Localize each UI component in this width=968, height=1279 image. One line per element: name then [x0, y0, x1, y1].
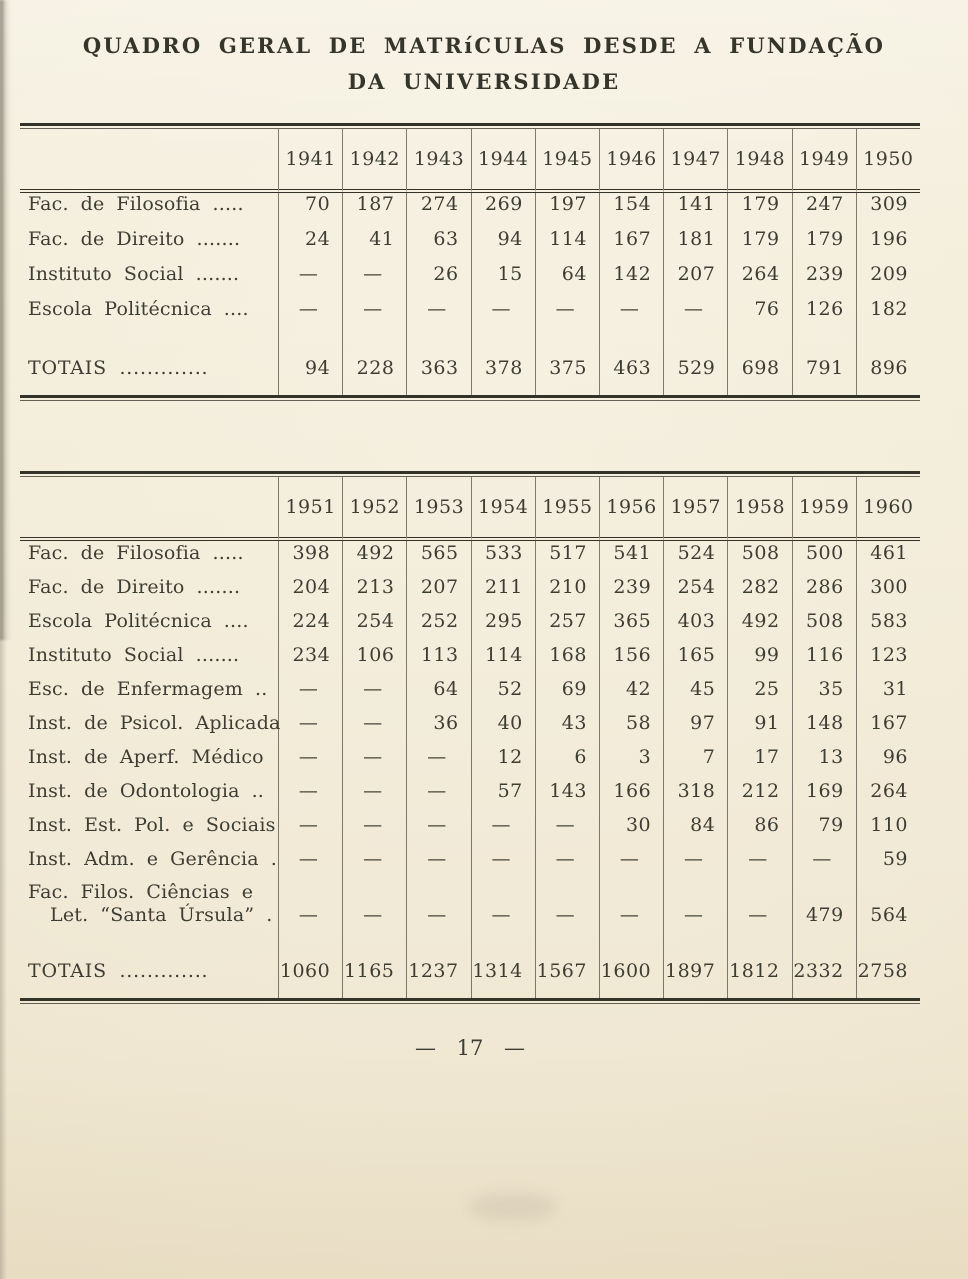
empty-cell: —	[406, 779, 470, 813]
value-cell: 94	[278, 333, 342, 395]
value-cell: 378	[471, 333, 535, 395]
value-cell: 239	[792, 263, 856, 298]
table-bottom-rule	[20, 998, 920, 1004]
value-cell: 565	[406, 541, 470, 575]
value-cell: 64	[535, 263, 599, 298]
value-cell: 500	[792, 541, 856, 575]
value-cell: 300	[856, 575, 920, 609]
value-cell: 167	[599, 228, 663, 263]
value-cell: 166	[599, 779, 663, 813]
value-cell: 533	[471, 541, 535, 575]
value-cell: 25	[727, 677, 791, 711]
value-cell: 99	[727, 643, 791, 677]
empty-cell: —	[663, 847, 727, 881]
value-cell: 282	[727, 575, 791, 609]
table-row	[20, 813, 920, 847]
corner-cell	[20, 477, 278, 541]
value-cell: 583	[856, 609, 920, 643]
value-cell: 274	[406, 193, 470, 228]
matriculas-table-decade-1	[20, 129, 920, 395]
table-row	[20, 711, 920, 745]
empty-cell: —	[278, 263, 342, 298]
value-cell: 187	[342, 193, 406, 228]
empty-cell: —	[727, 847, 791, 881]
empty-cell: —	[599, 298, 663, 333]
value-cell: 156	[599, 643, 663, 677]
value-cell: 26	[406, 263, 470, 298]
value-cell: 70	[278, 193, 342, 228]
row-label: Inst. Adm. e Gerência .	[28, 848, 277, 870]
value-cell: 52	[471, 677, 535, 711]
value-cell: 141	[663, 193, 727, 228]
empty-cell: —	[535, 298, 599, 333]
value-cell: 79	[792, 813, 856, 847]
value-cell: 492	[342, 541, 406, 575]
table-body	[20, 193, 920, 395]
year-header: 1960	[856, 477, 920, 541]
empty-cell: —	[342, 779, 406, 813]
value-cell: 58	[599, 711, 663, 745]
value-cell: 239	[599, 575, 663, 609]
value-cell: 213	[342, 575, 406, 609]
value-cell: 182	[856, 298, 920, 333]
value-cell: 365	[599, 609, 663, 643]
empty-cell: —	[278, 881, 342, 936]
page-number: — 17 —	[414, 1036, 526, 1060]
table-row	[20, 677, 920, 711]
empty-cell: —	[663, 298, 727, 333]
totals-row	[20, 936, 920, 998]
value-cell: 1314	[471, 936, 535, 998]
value-cell: 154	[599, 193, 663, 228]
value-cell: 3	[599, 745, 663, 779]
value-cell: 76	[727, 298, 791, 333]
value-cell: 69	[535, 677, 599, 711]
value-cell: 31	[856, 677, 920, 711]
empty-cell: —	[342, 745, 406, 779]
value-cell: 64	[406, 677, 470, 711]
value-cell: 209	[856, 263, 920, 298]
value-cell: 126	[792, 298, 856, 333]
value-cell: 791	[792, 333, 856, 395]
empty-cell: —	[599, 881, 663, 936]
value-cell: 165	[663, 643, 727, 677]
row-label: Escola Politécnica ....	[28, 610, 249, 632]
value-cell: 13	[792, 745, 856, 779]
value-cell: 1897	[663, 936, 727, 998]
value-cell: 228	[342, 333, 406, 395]
value-cell: 264	[727, 263, 791, 298]
row-label: TOTAIS .............	[28, 357, 209, 379]
value-cell: 508	[727, 541, 791, 575]
matriculas-table-decade-2	[20, 477, 920, 998]
value-cell: 1165	[342, 936, 406, 998]
value-cell: 30	[599, 813, 663, 847]
value-cell: 91	[727, 711, 791, 745]
table-row	[20, 881, 920, 936]
table-row	[20, 263, 920, 298]
empty-cell: —	[471, 813, 535, 847]
value-cell: 295	[471, 609, 535, 643]
row-label: Fac. de Direito .......	[28, 576, 241, 598]
value-cell: 97	[663, 711, 727, 745]
value-cell: 6	[535, 745, 599, 779]
empty-cell: —	[278, 298, 342, 333]
year-header: 1943	[406, 129, 470, 193]
year-header: 1950	[856, 129, 920, 193]
year-header-row	[20, 477, 920, 541]
empty-cell: —	[471, 847, 535, 881]
enrollment-table-1941-1950	[20, 123, 920, 401]
value-cell: 168	[535, 643, 599, 677]
value-cell: 508	[792, 609, 856, 643]
value-cell: 564	[856, 881, 920, 936]
value-cell: 179	[792, 228, 856, 263]
value-cell: 143	[535, 779, 599, 813]
year-header: 1941	[278, 129, 342, 193]
value-cell: 40	[471, 711, 535, 745]
value-cell: 207	[663, 263, 727, 298]
value-cell: 318	[663, 779, 727, 813]
value-cell: 461	[856, 541, 920, 575]
value-cell: 35	[792, 677, 856, 711]
title-line-1: QUADRO GERAL DE MATRíCULAS DESDE A FUNDAÇÃO	[82, 33, 886, 58]
value-cell: 86	[727, 813, 791, 847]
empty-cell: —	[342, 847, 406, 881]
value-cell: 96	[856, 745, 920, 779]
value-cell: 896	[856, 333, 920, 395]
row-label: Inst. de Psicol. Aplicada	[28, 712, 281, 734]
value-cell: 114	[535, 228, 599, 263]
table-row	[20, 847, 920, 881]
empty-cell: —	[406, 881, 470, 936]
value-cell: 269	[471, 193, 535, 228]
empty-cell: —	[663, 881, 727, 936]
value-cell: 1600	[599, 936, 663, 998]
row-label: Inst. de Aperf. Médico	[28, 746, 264, 768]
value-cell: 43	[535, 711, 599, 745]
value-cell: 106	[342, 643, 406, 677]
row-label: Inst. Est. Pol. e Sociais	[28, 814, 276, 836]
value-cell: 529	[663, 333, 727, 395]
year-header: 1953	[406, 477, 470, 541]
value-cell: 148	[792, 711, 856, 745]
row-label: Fac. de Filosofia .....	[28, 193, 244, 215]
value-cell: 403	[663, 609, 727, 643]
value-cell: 698	[727, 333, 791, 395]
totals-row	[20, 333, 920, 395]
value-cell: 2332	[792, 936, 856, 998]
empty-cell: —	[342, 813, 406, 847]
value-cell: 12	[471, 745, 535, 779]
table-row	[20, 541, 920, 575]
empty-cell: —	[278, 847, 342, 881]
value-cell: 2758	[856, 936, 920, 998]
row-label: Instituto Social .......	[28, 263, 240, 285]
empty-cell: —	[278, 711, 342, 745]
value-cell: 309	[856, 193, 920, 228]
value-cell: 42	[599, 677, 663, 711]
page-title	[0, 0, 968, 100]
value-cell: 57	[471, 779, 535, 813]
value-cell: 254	[663, 575, 727, 609]
value-cell: 207	[406, 575, 470, 609]
value-cell: 210	[535, 575, 599, 609]
empty-cell: —	[278, 779, 342, 813]
value-cell: 123	[856, 643, 920, 677]
empty-cell: —	[471, 298, 535, 333]
value-cell: 1567	[535, 936, 599, 998]
value-cell: 257	[535, 609, 599, 643]
corner-cell	[20, 129, 278, 193]
year-header: 1959	[792, 477, 856, 541]
table-row	[20, 643, 920, 677]
row-label: Fac. de Filosofia .....	[28, 542, 244, 564]
value-cell: 24	[278, 228, 342, 263]
row-label: TOTAIS .............	[28, 960, 209, 982]
value-cell: 204	[278, 575, 342, 609]
year-header: 1954	[471, 477, 535, 541]
table-row	[20, 575, 920, 609]
value-cell: 114	[471, 643, 535, 677]
value-cell: 1812	[727, 936, 791, 998]
value-cell: 398	[278, 541, 342, 575]
year-header: 1944	[471, 129, 535, 193]
enrollment-table-1951-1960	[20, 471, 920, 1004]
value-cell: 167	[856, 711, 920, 745]
value-cell: 252	[406, 609, 470, 643]
table-row	[20, 228, 920, 263]
value-cell: 247	[792, 193, 856, 228]
empty-cell: —	[278, 745, 342, 779]
year-header: 1951	[278, 477, 342, 541]
empty-cell: —	[342, 881, 406, 936]
value-cell: 45	[663, 677, 727, 711]
value-cell: 363	[406, 333, 470, 395]
value-cell: 264	[856, 779, 920, 813]
empty-cell: —	[342, 711, 406, 745]
value-cell: 463	[599, 333, 663, 395]
row-label-line-1: Fac. Filos. Ciências e	[28, 881, 254, 903]
table-row	[20, 193, 920, 228]
value-cell: 15	[471, 263, 535, 298]
empty-cell: —	[342, 298, 406, 333]
value-cell: 181	[663, 228, 727, 263]
value-cell: 1237	[406, 936, 470, 998]
table-row	[20, 745, 920, 779]
table-bottom-rule	[20, 395, 920, 401]
empty-cell: —	[342, 263, 406, 298]
row-label: Inst. de Odontologia ..	[28, 780, 265, 802]
year-header: 1945	[535, 129, 599, 193]
value-cell: 254	[342, 609, 406, 643]
value-cell: 113	[406, 643, 470, 677]
table-row	[20, 298, 920, 333]
year-header: 1956	[599, 477, 663, 541]
value-cell: 197	[535, 193, 599, 228]
value-cell: 84	[663, 813, 727, 847]
value-cell: 63	[406, 228, 470, 263]
year-header: 1958	[727, 477, 791, 541]
value-cell: 211	[471, 575, 535, 609]
empty-cell: —	[278, 677, 342, 711]
scan-edge-shadow-faint	[0, 0, 7, 1279]
year-header: 1955	[535, 477, 599, 541]
value-cell: 41	[342, 228, 406, 263]
table-row	[20, 609, 920, 643]
empty-cell: —	[406, 813, 470, 847]
row-label	[20, 881, 278, 936]
value-cell: 517	[535, 541, 599, 575]
empty-cell: —	[406, 298, 470, 333]
row-label: Fac. de Direito .......	[28, 228, 241, 250]
value-cell: 94	[471, 228, 535, 263]
empty-cell: —	[406, 745, 470, 779]
value-cell: 479	[792, 881, 856, 936]
row-label-line-2: Let. “Santa Úrsula” .	[50, 904, 273, 926]
year-header: 1946	[599, 129, 663, 193]
empty-cell: —	[535, 881, 599, 936]
value-cell: 492	[727, 609, 791, 643]
value-cell: 196	[856, 228, 920, 263]
empty-cell: —	[471, 881, 535, 936]
row-label: Esc. de Enfermagem ..	[28, 678, 268, 700]
value-cell: 541	[599, 541, 663, 575]
value-cell: 17	[727, 745, 791, 779]
year-header: 1942	[342, 129, 406, 193]
row-label: Instituto Social .......	[28, 644, 240, 666]
value-cell: 1060	[278, 936, 342, 998]
empty-cell: —	[535, 847, 599, 881]
title-line-2: DA UNIVERSIDADE	[347, 69, 621, 94]
empty-cell: —	[727, 881, 791, 936]
value-cell: 59	[856, 847, 920, 881]
empty-cell: —	[535, 813, 599, 847]
value-cell: 212	[727, 779, 791, 813]
value-cell: 286	[792, 575, 856, 609]
year-header: 1957	[663, 477, 727, 541]
value-cell: 142	[599, 263, 663, 298]
value-cell: 179	[727, 193, 791, 228]
value-cell: 7	[663, 745, 727, 779]
empty-cell: —	[792, 847, 856, 881]
year-header: 1952	[342, 477, 406, 541]
empty-cell: —	[406, 847, 470, 881]
value-cell: 179	[727, 228, 791, 263]
value-cell: 169	[792, 779, 856, 813]
year-header: 1947	[663, 129, 727, 193]
table-body	[20, 541, 920, 998]
empty-cell: —	[599, 847, 663, 881]
year-header-row	[20, 129, 920, 193]
value-cell: 116	[792, 643, 856, 677]
empty-cell: —	[342, 677, 406, 711]
value-cell: 234	[278, 643, 342, 677]
scan-smudge	[468, 1192, 558, 1222]
value-cell: 36	[406, 711, 470, 745]
value-cell: 224	[278, 609, 342, 643]
empty-cell: —	[278, 813, 342, 847]
table-row	[20, 779, 920, 813]
value-cell: 375	[535, 333, 599, 395]
value-cell: 524	[663, 541, 727, 575]
year-header: 1949	[792, 129, 856, 193]
value-cell: 110	[856, 813, 920, 847]
row-label: Escola Politécnica ....	[28, 298, 249, 320]
year-header: 1948	[727, 129, 791, 193]
